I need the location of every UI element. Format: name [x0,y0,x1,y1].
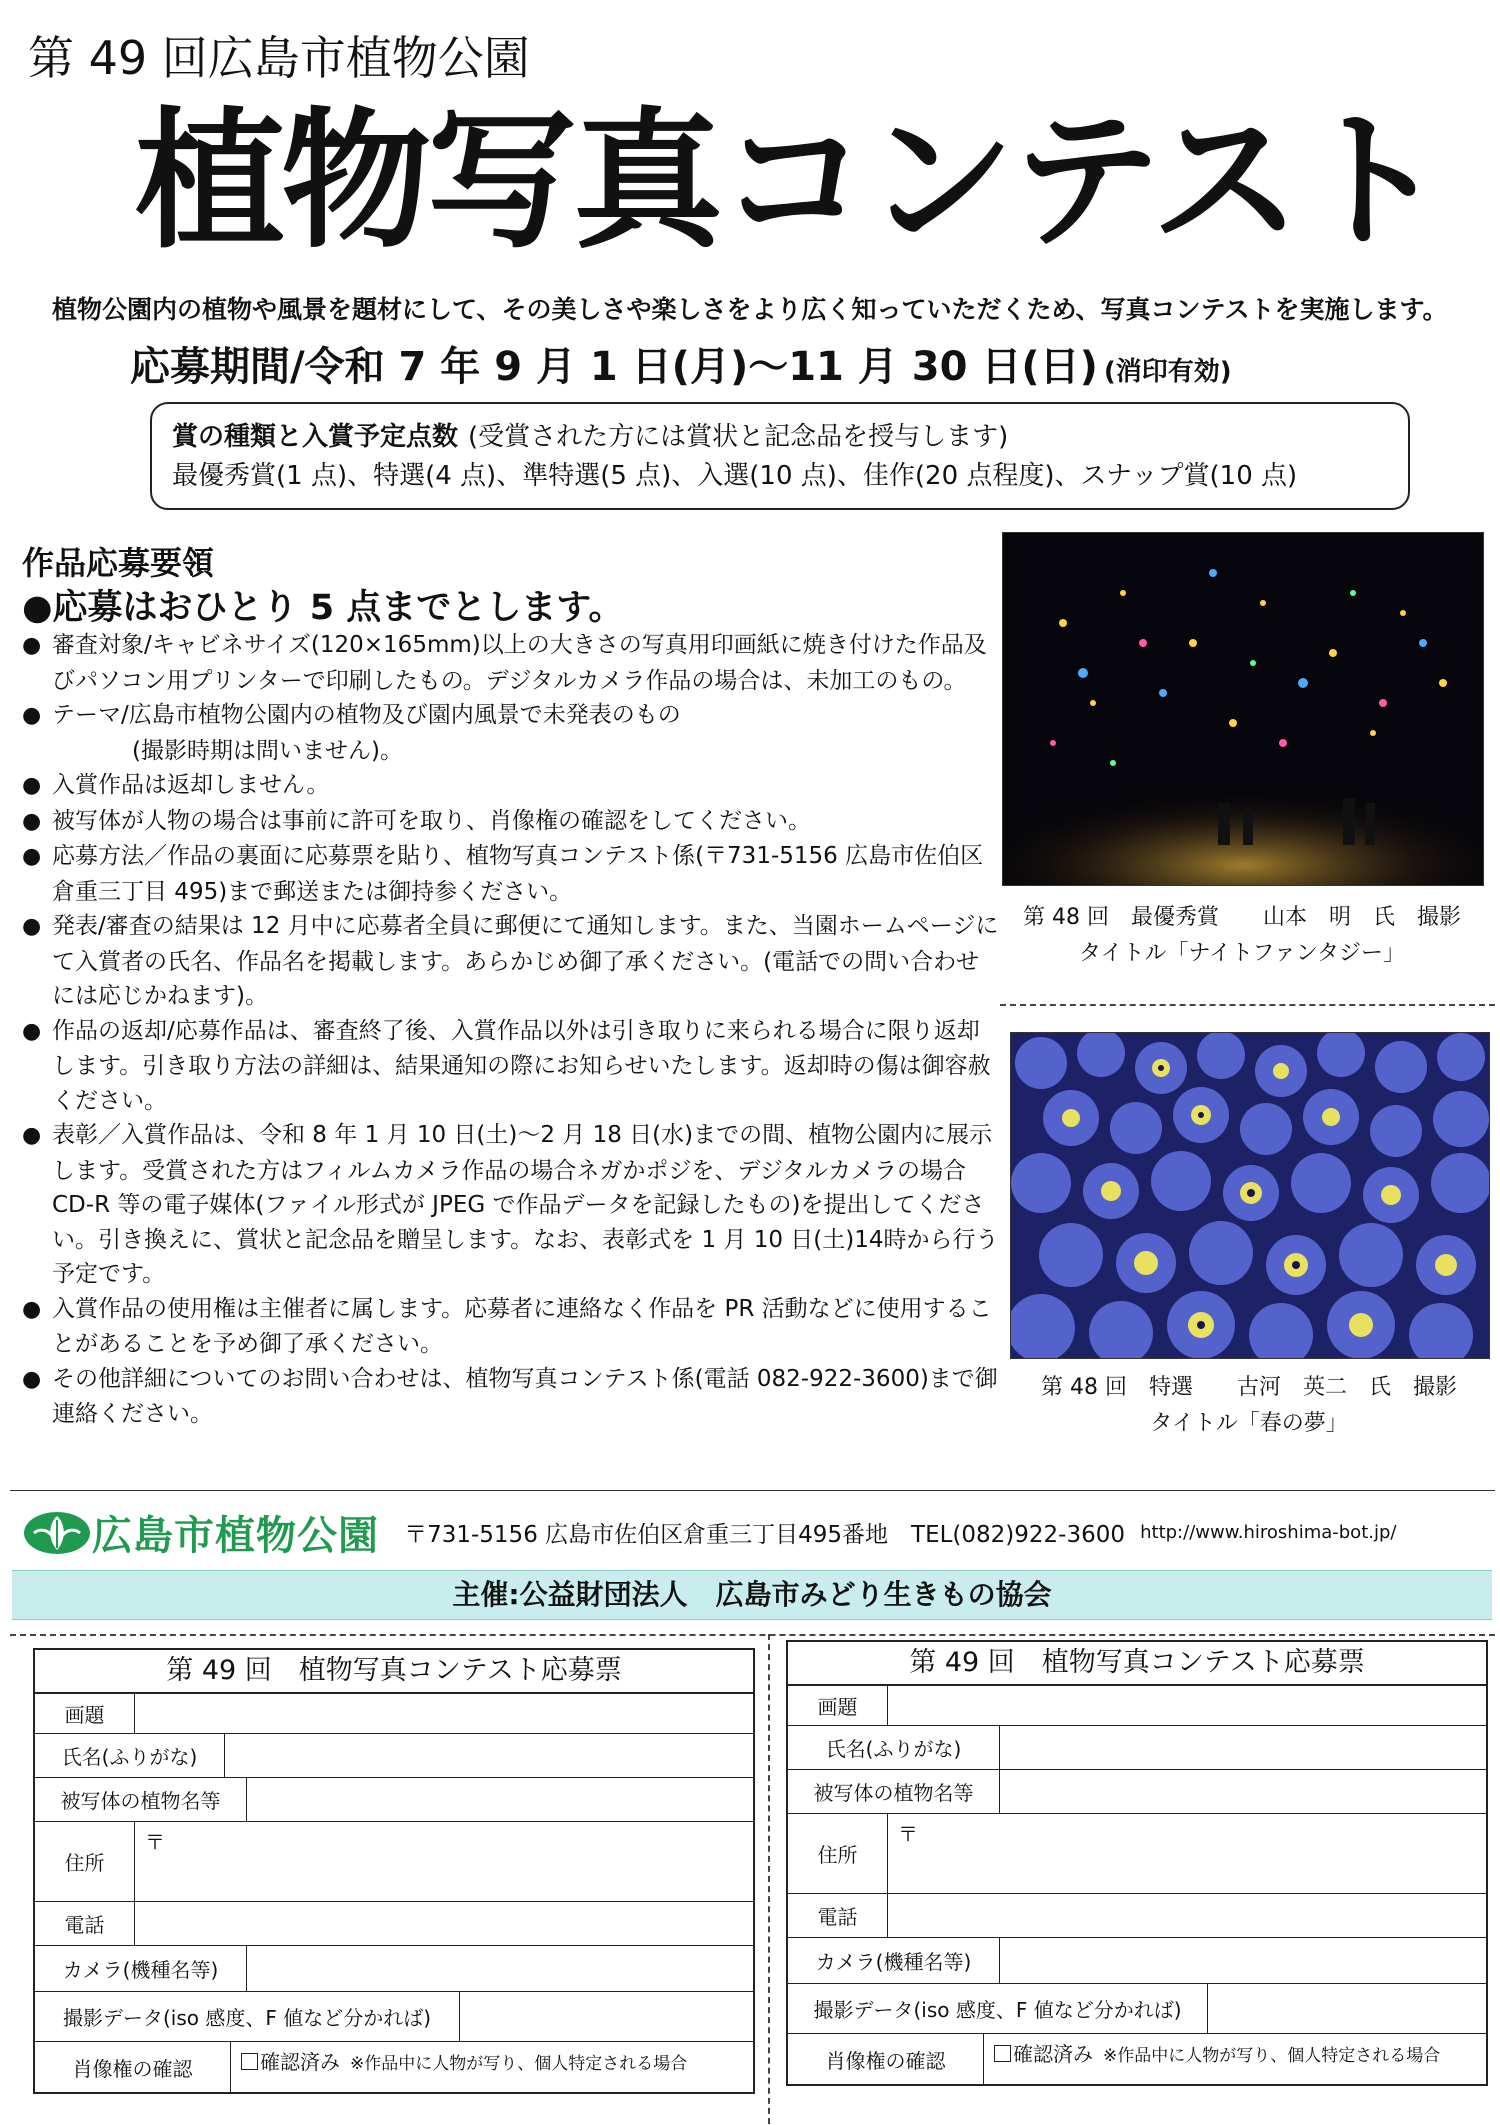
portrait-confirm-checkbox[interactable]: 確認済み ※作品中に人物が写り、個人特定される場合 [984,2034,1486,2084]
entry-period [130,335,1232,392]
postal-mark: 〒 [145,1830,165,1854]
form-field-address[interactable] [888,1814,1486,1893]
form-field-name[interactable] [225,1734,753,1777]
sponsor-band: 主催:公益財団法人 広島市みどり生きもの協会 [12,1570,1492,1620]
photo-caption-1: 第 48 回 最優秀賞 山本 明 氏 撮影 タイトル「ナイトファンタジー」 [1023,905,1461,966]
form-field-shooting[interactable] [460,1992,753,2041]
awards-heading-note: (受賞された方には賞状と記念品を授与します) [468,422,1009,452]
rule-item: ● その他詳細についてのお問い合わせは、植物写真コンテスト係(電話 082-922-3600)まで御連絡ください。 [22,1362,1002,1432]
form-label-shooting: 撮影データ(iso 感度、F 値など分かれば) [788,1984,1208,2033]
rule-item: ● 審査対象/キャビネサイズ(120×165mm)以上の大きさの写真用印画紙に焼き付けた作品及びパソコン用プリンターで印刷したもの。デジタルカメラ作品の場合は、未加工のもの。 [22,628,1002,698]
entry-limit: ●応募はおひとり 5 点までとします。 [22,588,624,628]
form-label-plant: 被写体の植物名等 [35,1778,247,1821]
garden-address: 〒731-5156 広島市佐伯区倉重三丁目495番地 TEL(082)922-3600 [404,1522,1126,1548]
form-field-shooting[interactable] [1208,1984,1486,2033]
form-field-phone[interactable] [135,1902,753,1945]
form-label-portrait: 肖像権の確認 [788,2034,984,2084]
entry-form-right [786,1640,1488,2086]
form-label-camera: カメラ(機種名等) [35,1946,247,1991]
form-title: 第 49 回 植物写真コンテスト応募票 [35,1650,753,1694]
footer [22,1504,1492,1559]
form-field-camera[interactable] [247,1946,753,1991]
form-label-camera: カメラ(機種名等) [788,1938,1000,1983]
form-field-phone[interactable] [888,1894,1486,1937]
form-label-address: 住所 [788,1814,888,1893]
form-label-title: 画題 [35,1694,135,1733]
form-field-plant[interactable] [1000,1770,1486,1813]
form-label-address: 住所 [35,1822,135,1901]
rule-item: ● 発表/審査の結果は 12 月中に応募者全員に郵便にて通知します。また、当園ホームページにて入賞者の氏名、作品名を掲載します。あらかじめ御了承ください。(電話での問い合わせには応じかねます)。 [22,909,1002,1014]
rule-item: ● 応募方法／作品の裏面に応募票を貼り、植物写真コンテスト係(〒731-5156 広島市佐伯区倉重三丁目 495)まで郵送または御持参ください。 [22,839,1002,909]
entry-form-left [33,1648,755,2094]
checkbox-square[interactable] [241,2053,258,2070]
rule-item: ● 被写体が人物の場合は事前に許可を取り、肖像権の確認をしてください。 [22,804,1002,840]
form-field-camera[interactable] [1000,1938,1486,1983]
page-title: 植物写真コンテスト [135,95,1444,269]
contest-edition: 第 49 回広島市植物公園 [28,31,530,85]
portrait-confirm-checkbox[interactable]: 確認済み ※作品中に人物が写り、個人特定される場合 [231,2042,753,2092]
form-label-phone: 電話 [788,1894,888,1937]
garden-logo [22,1504,379,1561]
leaf-logo-icon [22,1510,92,1556]
night-fantasy-photo [1002,532,1484,886]
form-label-shooting: 撮影データ(iso 感度、F 値など分かれば) [35,1992,460,2041]
rule-item: ● 入賞作品の使用権は主催者に属します。応募者に連絡なく作品を PR 活動などに使用することがあることを予め御了承ください。 [22,1292,1002,1362]
awards-box [150,402,1410,510]
form-field-title[interactable] [135,1694,753,1733]
form-title: 第 49 回 植物写真コンテスト応募票 [788,1642,1486,1686]
rule-item: ● 入賞作品は返却しません。 [22,768,1002,804]
photo-caption-2: 第 48 回 特選 古河 英二 氏 撮影 タイトル「春の夢」 [1041,1375,1457,1436]
rule-item: ● テーマ/広島市植物公園内の植物及び園内風景で未発表のもの (撮影時期は問いません)。 [22,698,1002,768]
form-field-address[interactable] [135,1822,753,1901]
form-field-plant[interactable] [247,1778,753,1821]
awards-list: 最優秀賞(1 点)、特選(4 点)、準特選(5 点)、入選(10 点)、佳作(20 点程度)、スナップ賞(10 点) [172,461,1298,491]
rules-list [22,628,1002,1432]
garden-logo-text: 広島市植物公園 [92,1513,379,1559]
form-label-name: 氏名(ふりがな) [35,1734,225,1777]
theme-note: (撮影時期は問いません)。 [132,737,403,764]
garden-url[interactable]: http://www.hiroshima-bot.jp/ [1140,1522,1397,1543]
rules-heading: 作品応募要領 [22,544,215,582]
illumination-illustration [1003,533,1483,885]
spring-dream-photo [1010,1032,1490,1359]
form-label-plant: 被写体の植物名等 [788,1770,1000,1813]
checkbox-square[interactable] [994,2045,1011,2062]
pansy-illustration [1011,1033,1489,1358]
photo-divider [1000,1004,1495,1006]
postal-mark: 〒 [898,1822,918,1846]
form-field-name[interactable] [1000,1726,1486,1769]
form-label-phone: 電話 [35,1902,135,1945]
cut-line-vertical [768,1634,770,2124]
intro-text: 植物公園内の植物や風景を題材にして、その美しさや楽しさをより広く知っていただくため、写真コンテストを実施します。 [52,295,1448,324]
form-label-title: 画題 [788,1686,888,1725]
postmark-note: (消印有効) [1103,357,1232,387]
rule-item: ● 表彰／入賞作品は、令和 8 年 1 月 10 日(土)〜2 月 18 日(水)までの間、植物公園内に展示します。受賞された方はフィルムカメラ作品の場合ネガかポジを、デジタルカメラの場合 CD-R 等の電子媒体(ファイル形式が JPEG で作品データを記録したもの)を提出してください。引き換えに、賞状と記念品を贈呈します。なお、表彰式を 1 月 10 日(土)14時から行う予定です。 [22,1118,1002,1292]
entry-period-text: 応募期間/令和 7 年 9 月 1 日(月)〜11 月 30 日(日) [130,344,1098,390]
rule-item: ● 作品の返却/応募作品は、審査終了後、入賞作品以外は引き取りに来られる場合に限り返却します。引き取り方法の詳細は、結果通知の際にお知らせいたします。返却時の傷は御容赦ください。 [22,1014,1002,1119]
form-label-portrait: 肖像権の確認 [35,2042,231,2092]
form-field-title[interactable] [888,1686,1486,1725]
cut-line-horizontal [10,1634,1495,1636]
form-label-name: 氏名(ふりがな) [788,1726,1000,1769]
footer-divider [10,1490,1495,1491]
awards-heading: 賞の種類と入賞予定点数 [172,422,459,452]
